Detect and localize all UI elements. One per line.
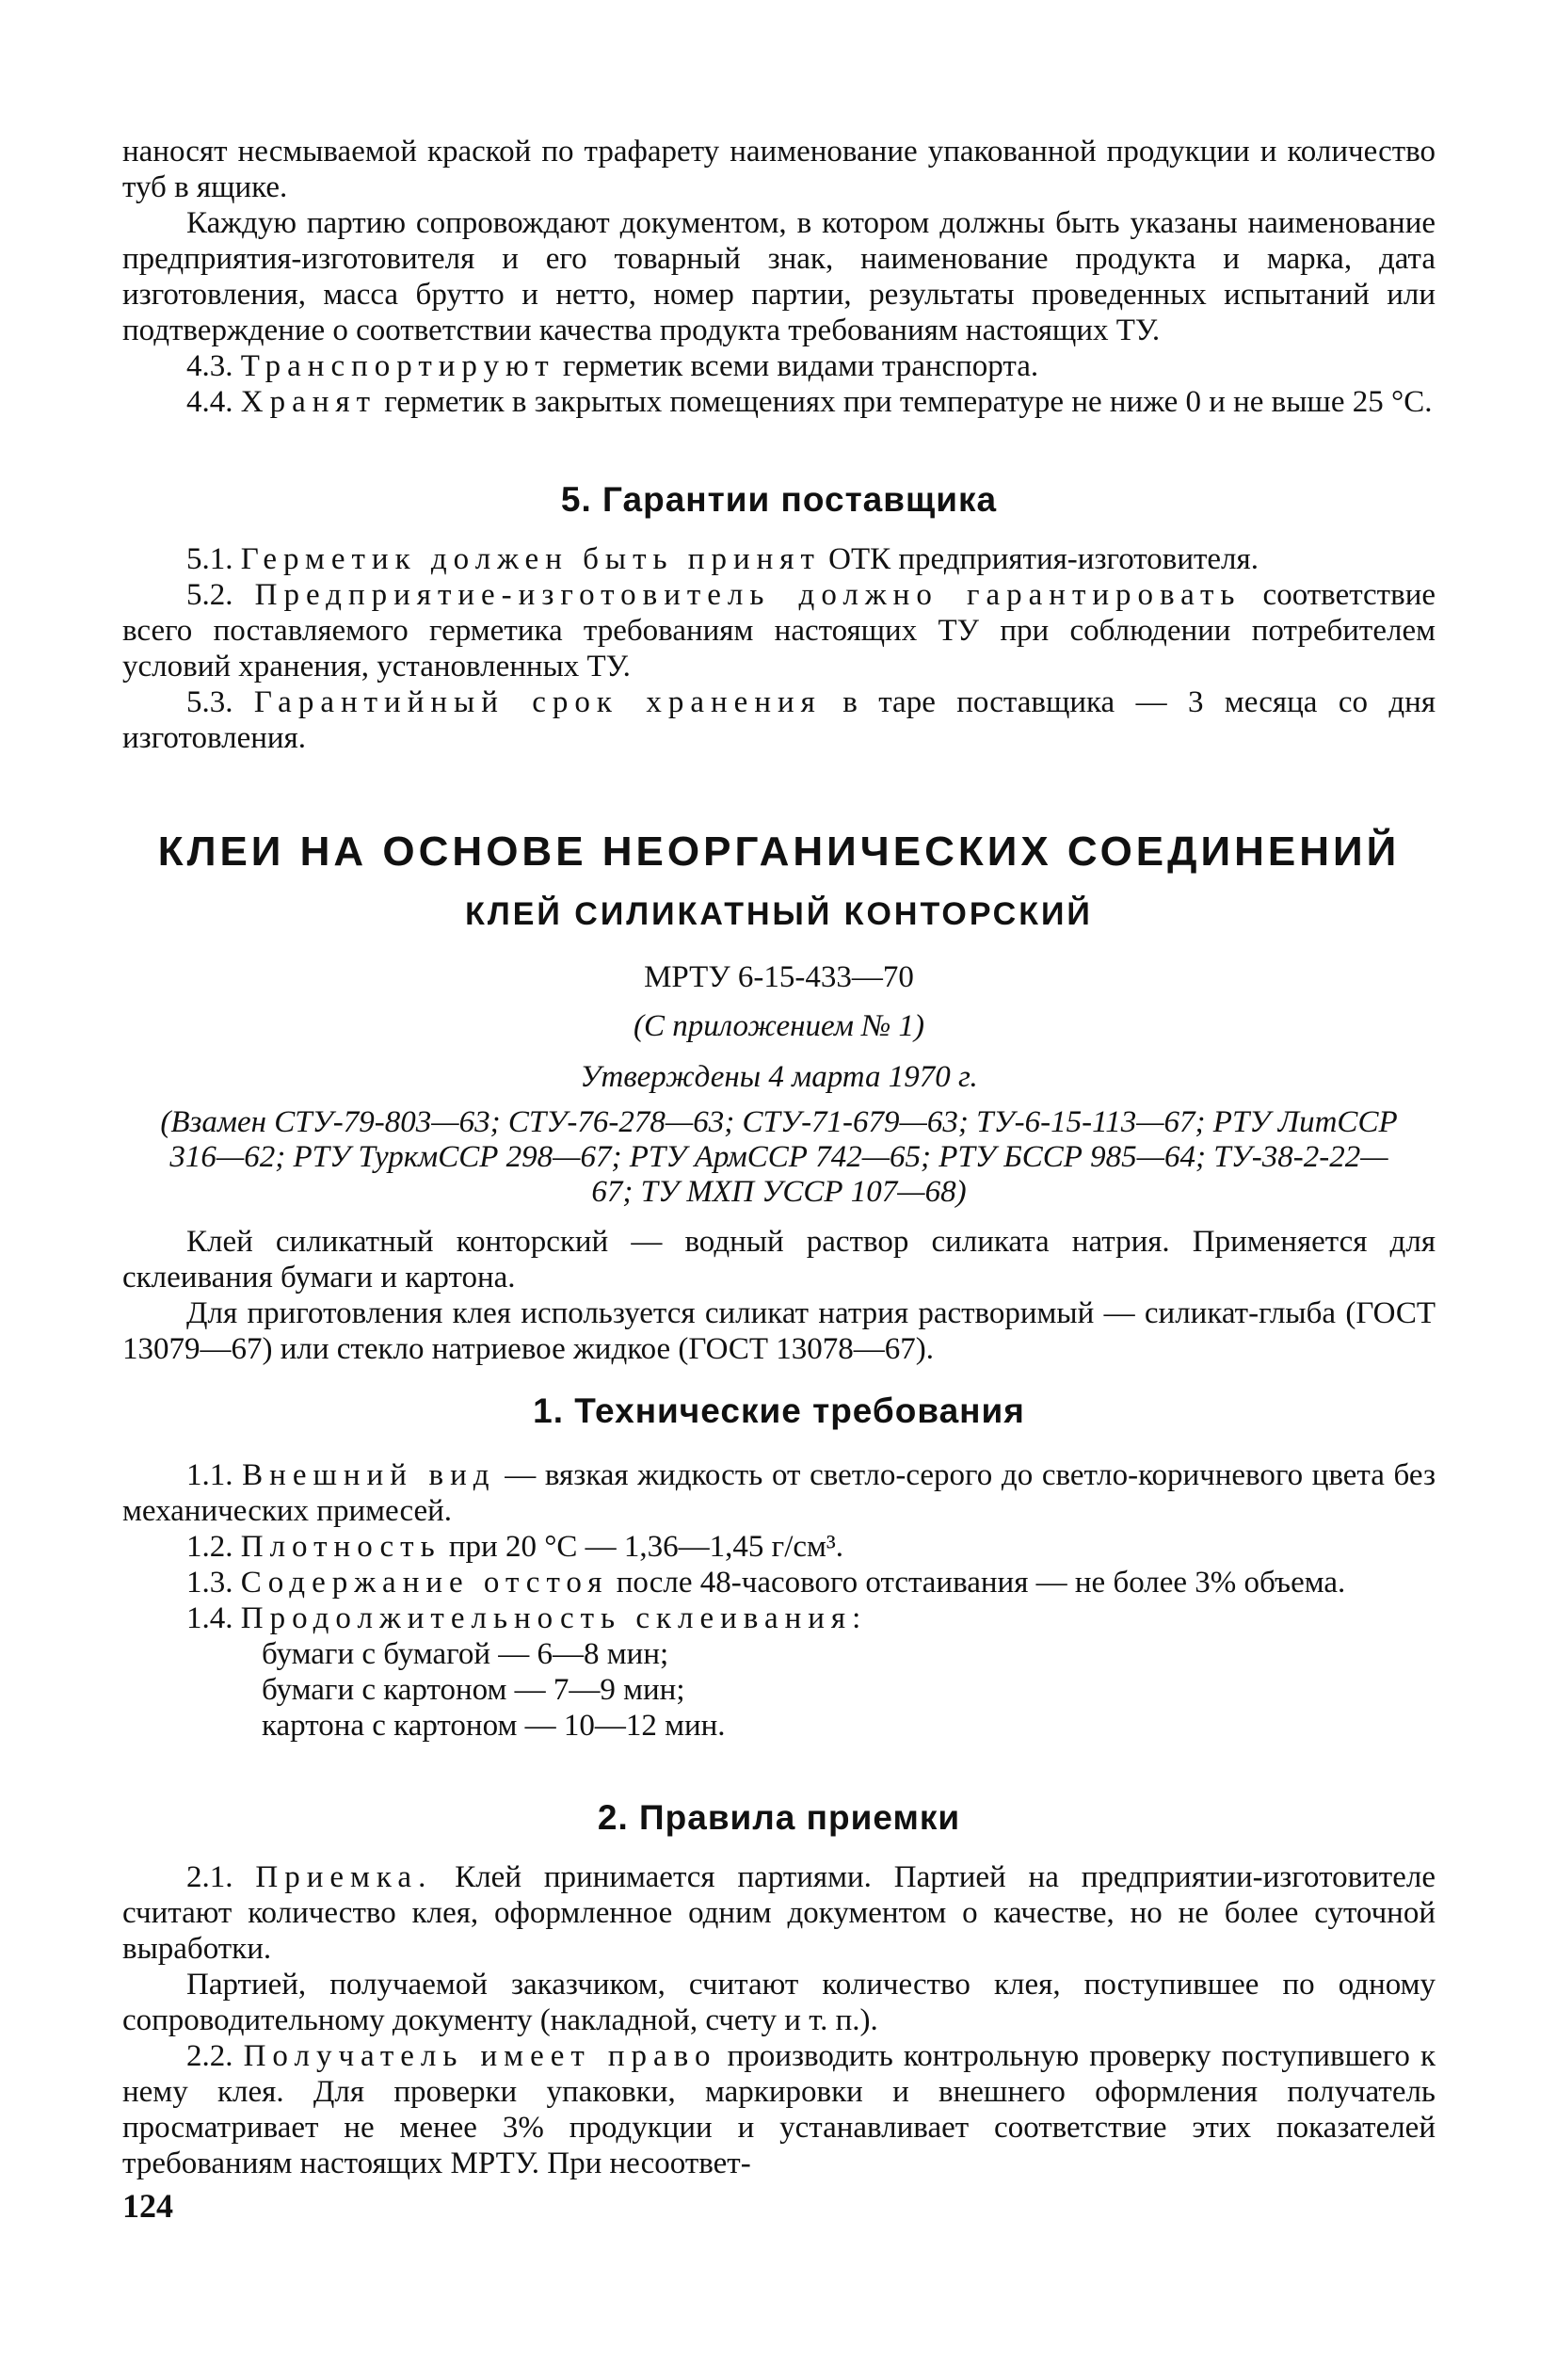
chapter-heading xyxy=(122,828,1436,876)
clause-keyword: Хранят xyxy=(240,385,377,419)
clause-number: 5.2. xyxy=(186,578,233,612)
clause-number: 5.3. xyxy=(186,685,233,719)
clause-keyword: Получатель имеет право xyxy=(243,2039,717,2073)
list-item: бумаги с бумагой — 6—8 мин; xyxy=(262,1637,669,1671)
section-1 xyxy=(122,1391,1436,1431)
clause-keyword: Транспортируют xyxy=(240,349,555,383)
section-5-body xyxy=(122,541,1436,756)
chapter-meta xyxy=(122,953,1436,1210)
clause-number: 5.1. xyxy=(186,542,233,576)
description-paragraph-1: Клей силикатный конторский — водный раствор силиката натрия. Применяется для склеивания бумаги и картона. xyxy=(122,1225,1436,1295)
clause-keyword: Плотность xyxy=(240,1530,441,1564)
clause-1-3 xyxy=(122,1565,1436,1600)
clause-text: в таре поставщика — 3 месяца со дня изготовления. xyxy=(122,685,1436,755)
clause-2-1 xyxy=(122,1859,1436,1967)
intro-block xyxy=(122,134,1436,420)
clause-text: герметик в закрытых помещениях при температуре не ниже 0 и не выше 25 °С. xyxy=(377,385,1433,419)
section-2-body xyxy=(122,1859,1436,2181)
section-1-title: 1. Технические требования xyxy=(533,1391,1025,1430)
clause-text: соответствие всего поставляемого герметика требованиям настоящих ТУ при соблюдении потребителем условий хранения, установленных ТУ. xyxy=(122,578,1436,683)
clause-keyword: Герметик должен быть принят xyxy=(240,542,821,576)
clause-text: — вязкая жидкость от светло-серого до светло-коричневого цвета без механических примесей. xyxy=(122,1458,1436,1528)
clause-text: Клей принимается партиями. Партией на предприятии-изготовителе считают количество клея, оформленное одним документом о качестве, но не более суточной выработки. xyxy=(122,1860,1436,1966)
section-5 xyxy=(122,480,1436,520)
clause-number: 2.2. xyxy=(186,2039,233,2073)
clause-number: 1.2. xyxy=(186,1530,233,1564)
clause-keyword: Гарантийный срок хранения xyxy=(253,685,822,719)
clause-4-4 xyxy=(122,384,1436,420)
clause-number: 2.1. xyxy=(186,1860,233,1894)
clause-5-3 xyxy=(122,684,1436,756)
clause-number: 4.3. xyxy=(186,349,233,383)
standard-code: МРТУ 6-15-433—70 xyxy=(644,960,914,994)
chapter-title: КЛЕИ НА ОСНОВЕ НЕОРГАНИЧЕСКИХ СОЕДИНЕНИЙ xyxy=(157,828,1401,875)
clause-text: при 20 °С — 1,36—1,45 г/см³. xyxy=(441,1530,844,1564)
clause-text: производить контрольную проверку поступившего к нему клея. Для проверки упаковки, маркировки и внешнего оформления получатель просматривает не менее 3% продукции и устанавливает соответствие этих показателей требованиям настоящих МРТУ. При несоответ- xyxy=(122,2039,1436,2180)
intro-paragraph-2: Каждую партию сопровождают документом, в котором должны быть указаны наименование предприятия-изготовителя и его товарный знак, наименование продукта и марка, дата изготовления, масса брутто и нетто, номер партии, результаты проведенных испытаний или подтверждение о соответствии качества продукта требованиям настоящих ТУ. xyxy=(122,206,1436,347)
section-5-title: 5. Гарантии поставщика xyxy=(560,480,998,519)
chapter-subheading xyxy=(122,896,1436,933)
section-2 xyxy=(122,1798,1436,1838)
clause-2-2 xyxy=(122,2038,1436,2181)
section-2-title: 2. Правила приемки xyxy=(597,1798,961,1837)
section-1-body xyxy=(122,1457,1436,1744)
clause-1-1 xyxy=(122,1457,1436,1529)
replaces-note: (Взамен СТУ-79-803—63; СТУ-76-278—63; СТУ-71-679—63; ТУ-6-15-113—67; РТУ ЛитССР 316—62; РТУ ТуркмССР 298—67; РТУ АрмССР 742—65; РТУ БССР 985—64; ТУ-38-2-22—67; ТУ МХП УССР 107—68) xyxy=(160,1105,1398,1209)
clause-5-2 xyxy=(122,577,1436,684)
chapter-subtitle: КЛЕЙ СИЛИКАТНЫЙ КОНТОРСКИЙ xyxy=(465,896,1093,932)
clause-keyword: Предприятие-изготовитель должно гарантировать xyxy=(254,578,1242,612)
list-item: картона с картоном — 10—12 мин. xyxy=(262,1709,726,1743)
clause-5-1 xyxy=(122,541,1436,577)
clause-number: 1.1. xyxy=(186,1458,233,1492)
approval-date: Утверждены 4 марта 1970 г. xyxy=(580,1060,978,1094)
appendix-note: (С приложением № 1) xyxy=(634,1009,924,1043)
page-number: 124 xyxy=(122,2187,173,2225)
clause-1-2 xyxy=(122,1529,1436,1565)
clause-keyword: Содержание отстоя xyxy=(240,1566,609,1600)
clause-number: 1.3. xyxy=(186,1566,233,1600)
clause-keyword: Внешний вид xyxy=(242,1458,496,1492)
description-paragraph-2: Для приготовления клея используется силикат натрия растворимый — силикат-глыба (ГОСТ 13079—67) или стекло натриевое жидкое (ГОСТ 13078—67). xyxy=(122,1296,1436,1366)
clause-number: 4.4. xyxy=(186,385,233,419)
clause-text: ОТК предприятия-изготовителя. xyxy=(820,542,1259,576)
clause-number: 1.4. xyxy=(186,1601,233,1635)
clause-1-4 xyxy=(122,1600,1436,1636)
clause-keyword: Продолжительность склеивания: xyxy=(240,1601,868,1635)
clause-4-3 xyxy=(122,348,1436,384)
clause-text: герметик всеми видами транспорта. xyxy=(554,349,1039,383)
clause-2-1-continued: Партией, получаемой заказчиком, считают количество клея, поступившее по одному сопроводительному документу (накладной, счету и т. п.). xyxy=(122,1968,1436,2037)
clause-text: после 48-часового отстаивания — не более 3% объема. xyxy=(608,1566,1346,1600)
chapter-description xyxy=(122,1224,1436,1367)
intro-paragraph-1: наносят несмываемой краской по трафарету наименование упакованной продукции и количество туб в ящике. xyxy=(122,135,1436,204)
clause-keyword: Приемка. xyxy=(255,1860,433,1894)
list-item: бумаги с картоном — 7—9 мин; xyxy=(262,1673,685,1707)
